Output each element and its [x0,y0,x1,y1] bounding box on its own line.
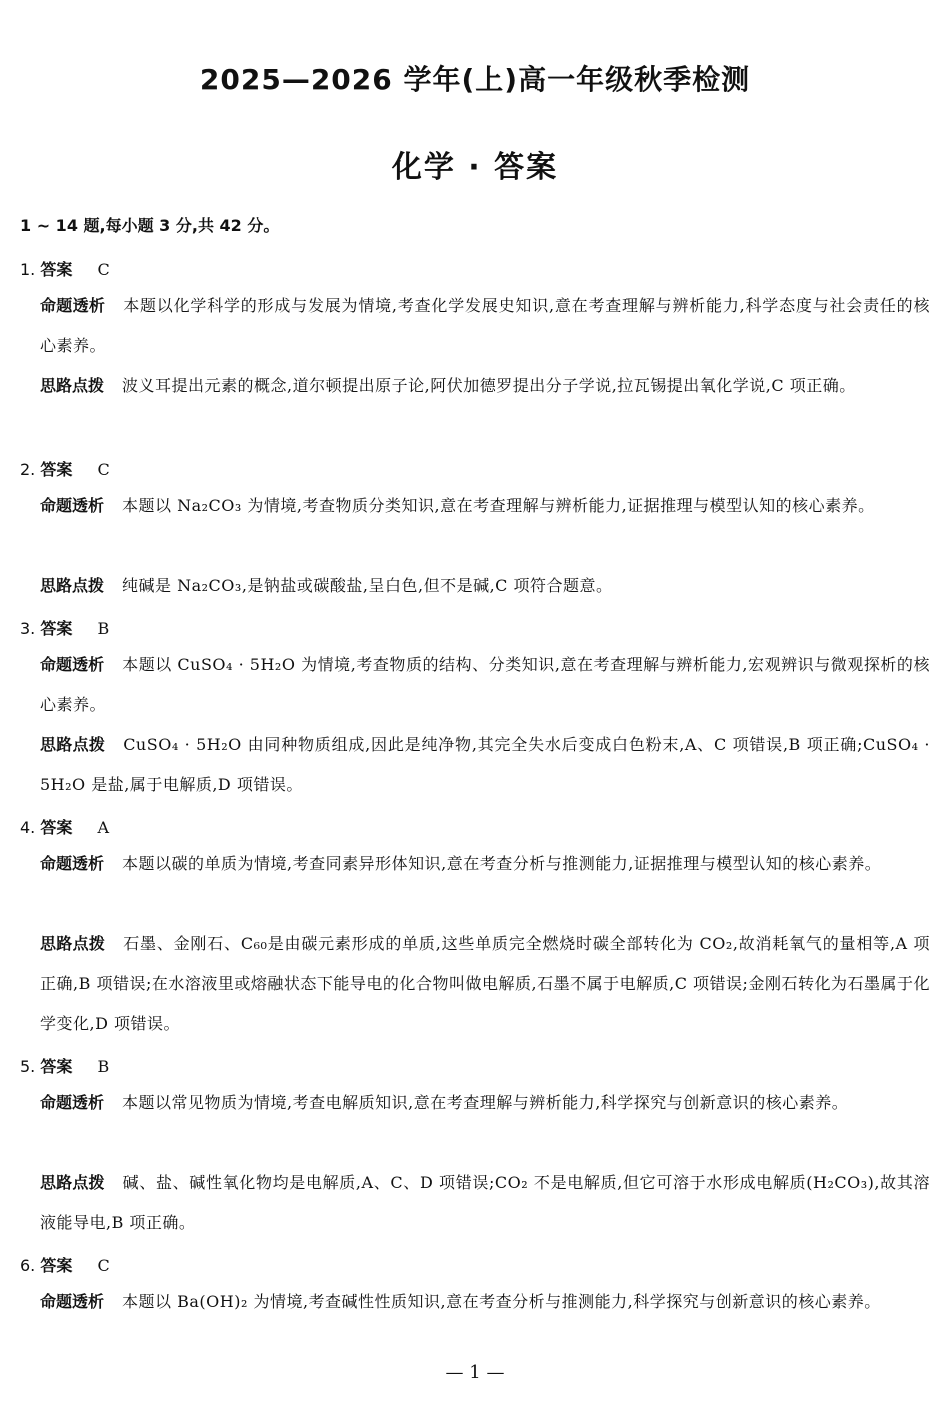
question-5-answer [20,1054,109,1077]
hint-text: 碱、盐、碱性氧化物均是电解质,A、C、D 项错误;CO₂ 不是电解质,但它可溶于水形成电解质(H₂CO₃),故其溶液能导电,B 项正确。 [40,1173,930,1232]
scoring-note: 1 ~ 14 题,每小题 3 分,共 42 分。 [20,216,280,235]
question-3-answer [20,616,109,639]
hint-label: 思路点拨 [40,934,106,953]
analysis-text: 本题以常见物质为情境,考查电解质知识,意在考查理解与辨析能力,科学探究与创新意识的核心素养。 [122,1093,849,1112]
exam-title: 2025—2026 学年(上)高一年级秋季检测 [199,63,751,96]
answer-label: 答案 [40,1057,73,1076]
question-number: 6. [20,1256,36,1275]
analysis-label: 命题透析 [40,655,105,674]
question-number: 3. [20,619,36,638]
analysis-text: 本题以化学科学的形成与发展为情境,考查化学发展史知识,意在考查理解与辨析能力,科学态度与社会责任的核心素养。 [40,296,930,355]
question-3-hint [40,725,930,805]
question-4-hint [40,924,930,1044]
analysis-label: 命题透析 [40,296,106,315]
question-3-analysis [40,645,930,725]
hint-text: CuSO₄ · 5H₂O 由同种物质组成,因此是纯净物,其完全失水后变成白色粉末,A、C 项错误,B 项正确;CuSO₄ · 5H₂O 是盐,属于电解质,D 项错误。 [40,735,930,794]
analysis-label: 命题透析 [40,496,105,515]
answer-value: C [97,260,110,279]
hint-label: 思路点拨 [40,735,106,754]
hint-label: 思路点拨 [40,576,105,595]
question-number: 2. [20,460,36,479]
question-2-answer [20,457,110,480]
question-6-answer [20,1253,110,1276]
question-2-analysis [40,486,930,526]
answer-value: C [97,460,110,479]
answer-value: B [97,1057,110,1076]
answer-label: 答案 [40,460,73,479]
question-number: 5. [20,1057,36,1076]
question-4-analysis [40,844,930,884]
hint-text: 纯碱是 Na₂CO₃,是钠盐或碳酸盐,呈白色,但不是碱,C 项符合题意。 [122,576,613,595]
hint-label: 思路点拨 [40,1173,105,1192]
analysis-label: 命题透析 [40,1292,105,1311]
question-number: 4. [20,818,36,837]
question-2-hint [40,566,930,606]
answer-label: 答案 [40,1256,73,1275]
answer-label: 答案 [40,619,73,638]
analysis-label: 命题透析 [40,1093,105,1112]
question-5-hint [40,1163,930,1243]
subject-title: 化学 · 答案 [391,150,559,185]
hint-label: 思路点拨 [40,376,105,395]
analysis-text: 本题以 CuSO₄ · 5H₂O 为情境,考查物质的结构、分类知识,意在考查理解与辨析能力,宏观辨识与微观探析的核心素养。 [40,655,930,714]
question-1-answer [20,257,110,280]
answer-value: C [97,1256,110,1275]
hint-text: 石墨、金刚石、C₆₀是由碳元素形成的单质,这些单质完全燃烧时碳全部转化为 CO₂,故消耗氧气的量相等,A 项正确,B 项错误;在水溶液里或熔融状态下能导电的化合物叫做电解质,石墨不属于电解质,C 项错误;金刚石转化为石墨属于化学变化,D 项错误。 [40,934,930,1033]
answer-label: 答案 [40,260,73,279]
answer-label: 答案 [40,818,73,837]
question-5-analysis [40,1083,930,1123]
question-4-answer [20,815,109,838]
question-number: 1. [20,260,36,279]
analysis-label: 命题透析 [40,854,105,873]
analysis-text: 本题以碳的单质为情境,考查同素异形体知识,意在考查分析与推测能力,证据推理与模型认知的核心素养。 [122,854,882,873]
analysis-text: 本题以 Ba(OH)₂ 为情境,考查碱性性质知识,意在考查分析与推测能力,科学探究与创新意识的核心素养。 [122,1292,881,1311]
answer-value: B [97,619,110,638]
page-number: — 1 — [445,1362,505,1383]
answer-value: A [97,818,110,837]
question-1-hint [40,366,930,406]
hint-text: 波义耳提出元素的概念,道尔顿提出原子论,阿伏加德罗提出分子学说,拉瓦锡提出氧化学说,C 项正确。 [122,376,856,395]
question-6-analysis [40,1282,930,1322]
analysis-text: 本题以 Na₂CO₃ 为情境,考查物质分类知识,意在考查理解与辨析能力,证据推理与模型认知的核心素养。 [122,496,875,515]
question-1-analysis [40,286,930,366]
